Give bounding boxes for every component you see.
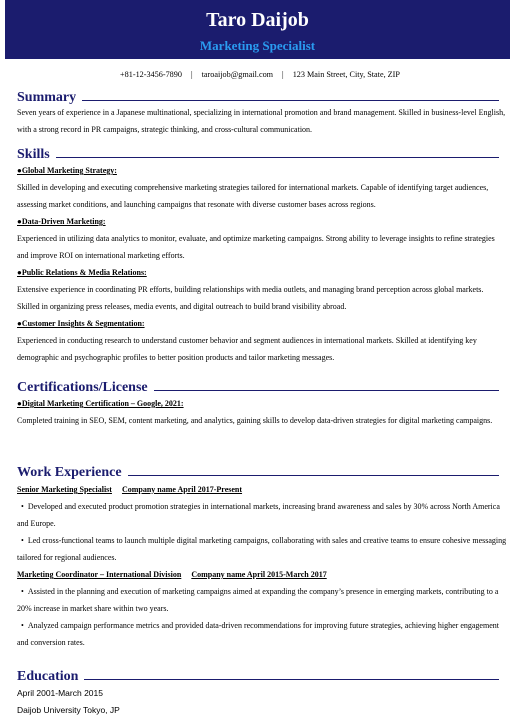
skill-heading: ●Global Marketing Strategy:: [17, 166, 117, 175]
contact-line: [0, 69, 520, 80]
skill-description: Extensive experience in coordinating PR efforts, building relationships with media outlets, and managing brand perception across global markets. Skilled in organizing press releases, media events, and digital outreach to build brand visibility abroad.: [17, 285, 484, 311]
certifications-section: [17, 379, 507, 429]
contact-address: 123 Main Street, City, State, ZIP: [292, 70, 400, 79]
job-bullet: • Developed and executed product promotion strategies in international markets, increasing brand awareness and sales by 30% across North America and Europe.: [17, 502, 500, 528]
job-bullet: • Led cross-functional teams to launch multiple digital marketing campaigns, collaborating with sales and creative teams to ensure cohesive messaging tailored for regional audiences.: [17, 536, 507, 562]
bullet-glyph: •: [21, 536, 24, 545]
section-divider: [128, 475, 499, 476]
job-position: Marketing Coordinator – International Division: [17, 570, 182, 579]
section-title: Work Experience: [17, 465, 122, 480]
section-title: Skills: [17, 147, 50, 162]
bullet-glyph: •: [21, 502, 24, 511]
education-section: [17, 668, 507, 719]
skills-section: [17, 146, 507, 366]
section-header: [17, 464, 507, 482]
candidate-role: Marketing Specialist: [199, 38, 316, 53]
section-divider: [84, 679, 499, 680]
job-position: Senior Marketing Specialist: [17, 485, 112, 494]
education-school: Daijob University Tokyo, JP: [17, 705, 120, 715]
section-title: Certifications/License: [17, 380, 148, 395]
contact-separator: |: [190, 70, 193, 79]
job-bullet: • Assisted in the planning and execution of marketing campaigns aimed at expanding the company’s presence in emerging markets, contributing to a 20% increase in market share within two years.: [17, 587, 499, 613]
summary-text: Seven years of experience in a Japanese multinational, specializing in international promotion and brand management. Skilled in business-level English, with a strong record in PR campaigns, strategic thinking, and cross-cultural communication.: [17, 108, 506, 134]
job-title: [17, 481, 507, 498]
certification-description: Completed training in SEO, SEM, content marketing, and analytics, gaining skills to develop data-driven strategies for digital marketing campaigns.: [17, 416, 493, 425]
skill-description: Experienced in utilizing data analytics to monitor, evaluate, and optimize marketing campaigns. Strong ability to leverage insights to refine strategies and improve ROI on international marketing efforts.: [17, 234, 495, 260]
section-divider: [56, 157, 499, 158]
skill-heading: ●Data-Driven Marketing:: [17, 217, 106, 226]
skill-heading: ●Customer Insights & Segmentation:: [17, 319, 145, 328]
job-bullet: • Analyzed campaign performance metrics and provided data-driven recommendations for improving future strategies, achieving higher engagement and conversion rates.: [17, 621, 499, 647]
section-title: Summary: [17, 90, 77, 105]
section-header: [17, 668, 507, 686]
bullet-glyph: •: [21, 621, 24, 630]
certification-heading: ●Digital Marketing Certification – Google, 2021:: [17, 399, 184, 408]
education-period: April 2001-March 2015: [17, 688, 103, 698]
skill-description: Skilled in developing and executing comprehensive marketing strategies tailored for international markets. Capable of identifying target audiences, assessing market conditions, and launching campaigns that resonate with diverse customer bases across regions.: [17, 183, 489, 209]
summary-section: [17, 89, 507, 138]
experience-section: [17, 464, 507, 651]
job-title: [17, 566, 507, 583]
resume-header: [5, 0, 510, 59]
contact-separator: |: [282, 70, 284, 79]
contact-email[interactable]: taroaijob@gmail.com: [201, 70, 274, 79]
section-divider: [82, 100, 499, 101]
bullet-glyph: •: [21, 587, 24, 596]
skill-heading: ●Public Relations & Media Relations:: [17, 268, 147, 277]
contact-phone: +81-12-3456-7890: [120, 70, 182, 79]
skill-description: Experienced in conducting research to understand customer behavior and segment audiences in international markets. Skilled at identifying key demographic and psychographic profiles to better position products and tailor marketing messages.: [17, 336, 477, 362]
section-divider: [154, 390, 499, 391]
job-company-dates: Company name April 2015-March 2017: [191, 570, 327, 579]
section-title: Education: [17, 669, 79, 684]
job-company-dates: Company name April 2017-Present: [121, 485, 243, 494]
candidate-name: Taro Daijob: [206, 9, 309, 31]
